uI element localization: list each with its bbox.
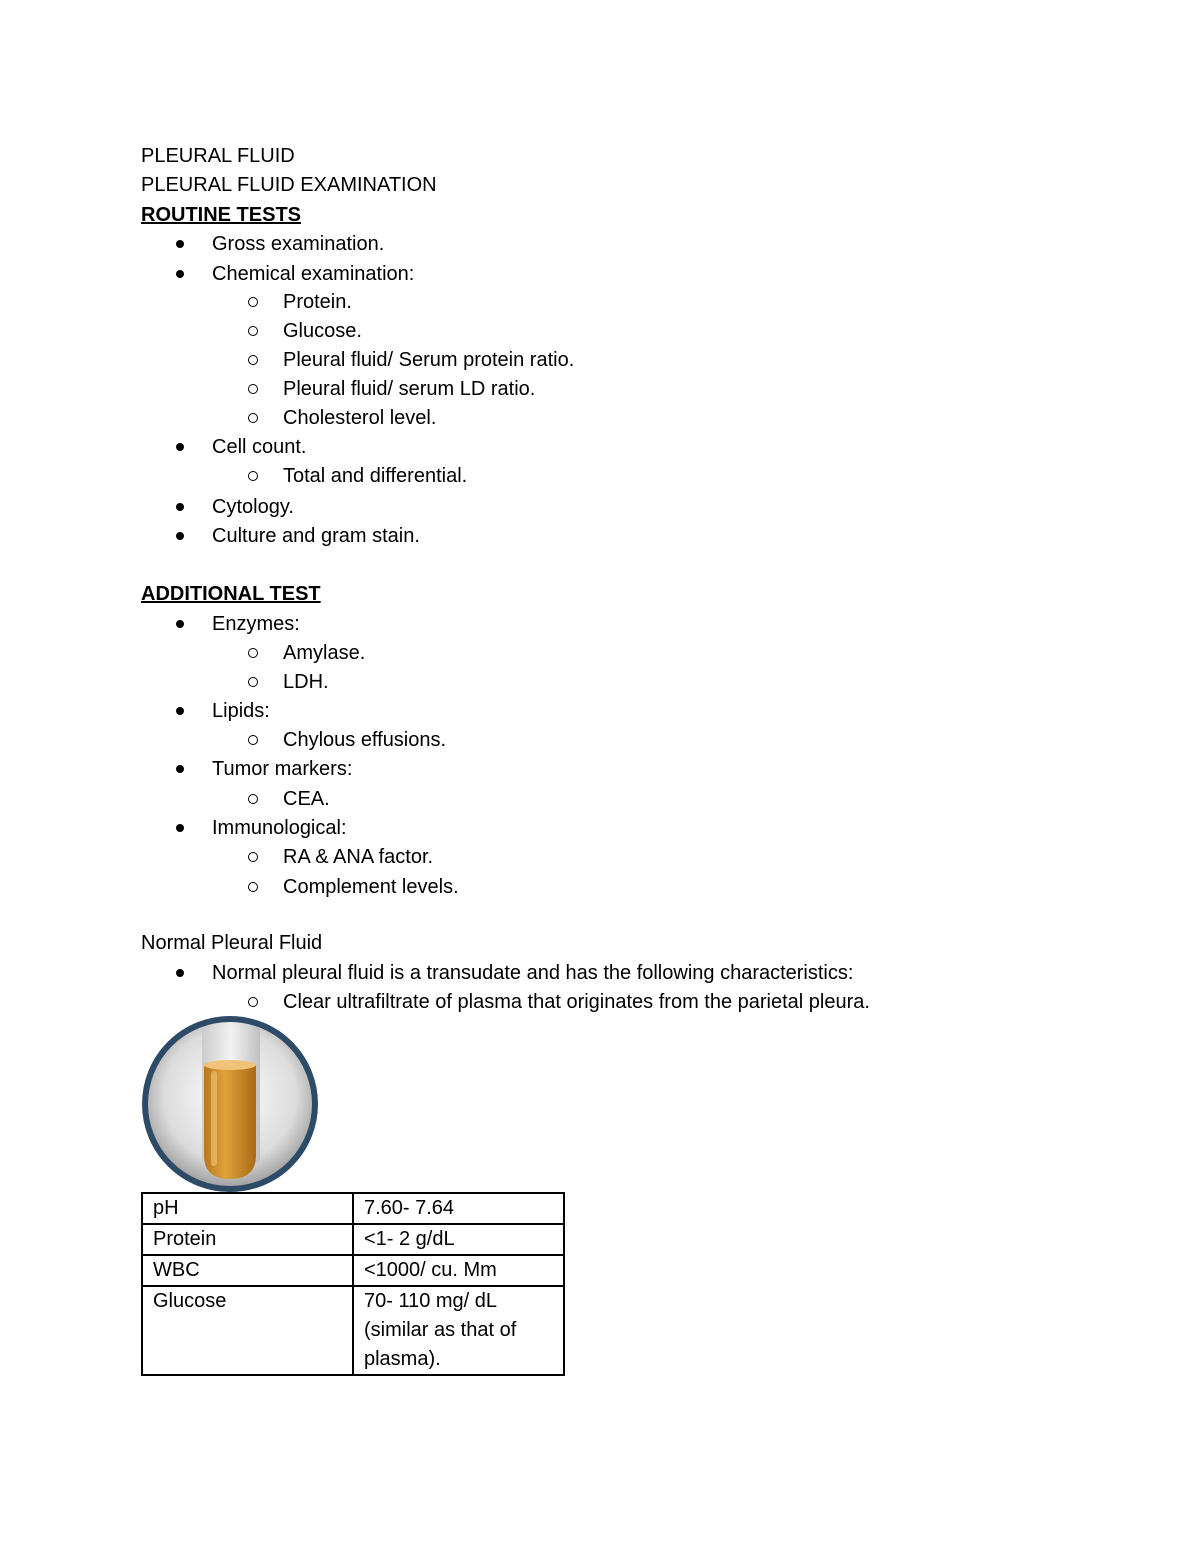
test-tube-icon xyxy=(141,1015,319,1193)
bullet-icon xyxy=(176,270,184,278)
bullet-icon xyxy=(176,532,184,540)
list-item: Glucose. xyxy=(283,320,362,342)
table-row xyxy=(142,1224,564,1255)
table-cell-param: WBC xyxy=(142,1255,353,1286)
table-cell-param: pH xyxy=(142,1193,353,1224)
hollow-bullet-icon xyxy=(248,882,258,892)
normal-values-table xyxy=(141,1192,565,1376)
table-cell-value: <1000/ cu. Mm xyxy=(353,1255,564,1286)
list-item: Cholesterol level. xyxy=(283,407,437,429)
list-item: Culture and gram stain. xyxy=(212,525,420,547)
list-item: Amylase. xyxy=(283,642,366,664)
list-item: Tumor markers: xyxy=(212,758,353,780)
bullet-icon xyxy=(176,443,184,451)
document-title: PLEURAL FLUID xyxy=(141,145,295,167)
bullet-icon xyxy=(176,620,184,628)
list-item: Pleural fluid/ Serum protein ratio. xyxy=(283,349,575,371)
hollow-bullet-icon xyxy=(248,997,258,1007)
list-item: Chylous effusions. xyxy=(283,729,447,751)
hollow-bullet-icon xyxy=(248,735,258,745)
table-cell-param: Glucose xyxy=(142,1286,353,1375)
table-row xyxy=(142,1255,564,1286)
bullet-icon xyxy=(176,969,184,977)
hollow-bullet-icon xyxy=(248,355,258,365)
hollow-bullet-icon xyxy=(248,677,258,687)
list-item: Cell count. xyxy=(212,436,307,458)
bullet-icon xyxy=(176,707,184,715)
list-item: Cytology. xyxy=(212,496,294,518)
table-cell-value: 70- 110 mg/ dL (similar as that of plasma). xyxy=(353,1286,564,1375)
list-item: Normal pleural fluid is a transudate and has the following characteristics: xyxy=(212,962,854,984)
normal-fluid-heading: Normal Pleural Fluid xyxy=(141,932,323,954)
list-item: Pleural fluid/ serum LD ratio. xyxy=(283,378,536,400)
table-cell-param: Protein xyxy=(142,1224,353,1255)
document-subtitle: PLEURAL FLUID EXAMINATION xyxy=(141,174,437,196)
routine-tests-heading: ROUTINE TESTS xyxy=(141,204,302,226)
list-item: Total and differential. xyxy=(283,465,468,487)
list-item: Chemical examination: xyxy=(212,263,415,285)
list-item: Immunological: xyxy=(212,817,347,839)
bullet-icon xyxy=(176,503,184,511)
list-item: LDH. xyxy=(283,671,329,693)
hollow-bullet-icon xyxy=(248,297,258,307)
hollow-bullet-icon xyxy=(248,794,258,804)
list-item: Clear ultrafiltrate of plasma that originates from the parietal pleura. xyxy=(283,991,870,1013)
table-cell-value: 7.60- 7.64 xyxy=(353,1193,564,1224)
list-item: RA & ANA factor. xyxy=(283,846,434,868)
table-row xyxy=(142,1193,564,1224)
table-cell-value: <1- 2 g/dL xyxy=(353,1224,564,1255)
bullet-icon xyxy=(176,824,184,832)
table-row xyxy=(142,1286,564,1375)
list-item: Complement levels. xyxy=(283,876,459,898)
additional-test-heading: ADDITIONAL TEST xyxy=(141,583,321,605)
hollow-bullet-icon xyxy=(248,384,258,394)
list-item: Lipids: xyxy=(212,700,270,722)
list-item: Protein. xyxy=(283,291,352,313)
hollow-bullet-icon xyxy=(248,648,258,658)
list-item: Gross examination. xyxy=(212,233,385,255)
hollow-bullet-icon xyxy=(248,471,258,481)
bullet-icon xyxy=(176,240,184,248)
hollow-bullet-icon xyxy=(248,413,258,423)
list-item: CEA. xyxy=(283,788,330,810)
list-item: Enzymes: xyxy=(212,613,300,635)
hollow-bullet-icon xyxy=(248,852,258,862)
bullet-icon xyxy=(176,765,184,773)
hollow-bullet-icon xyxy=(248,326,258,336)
